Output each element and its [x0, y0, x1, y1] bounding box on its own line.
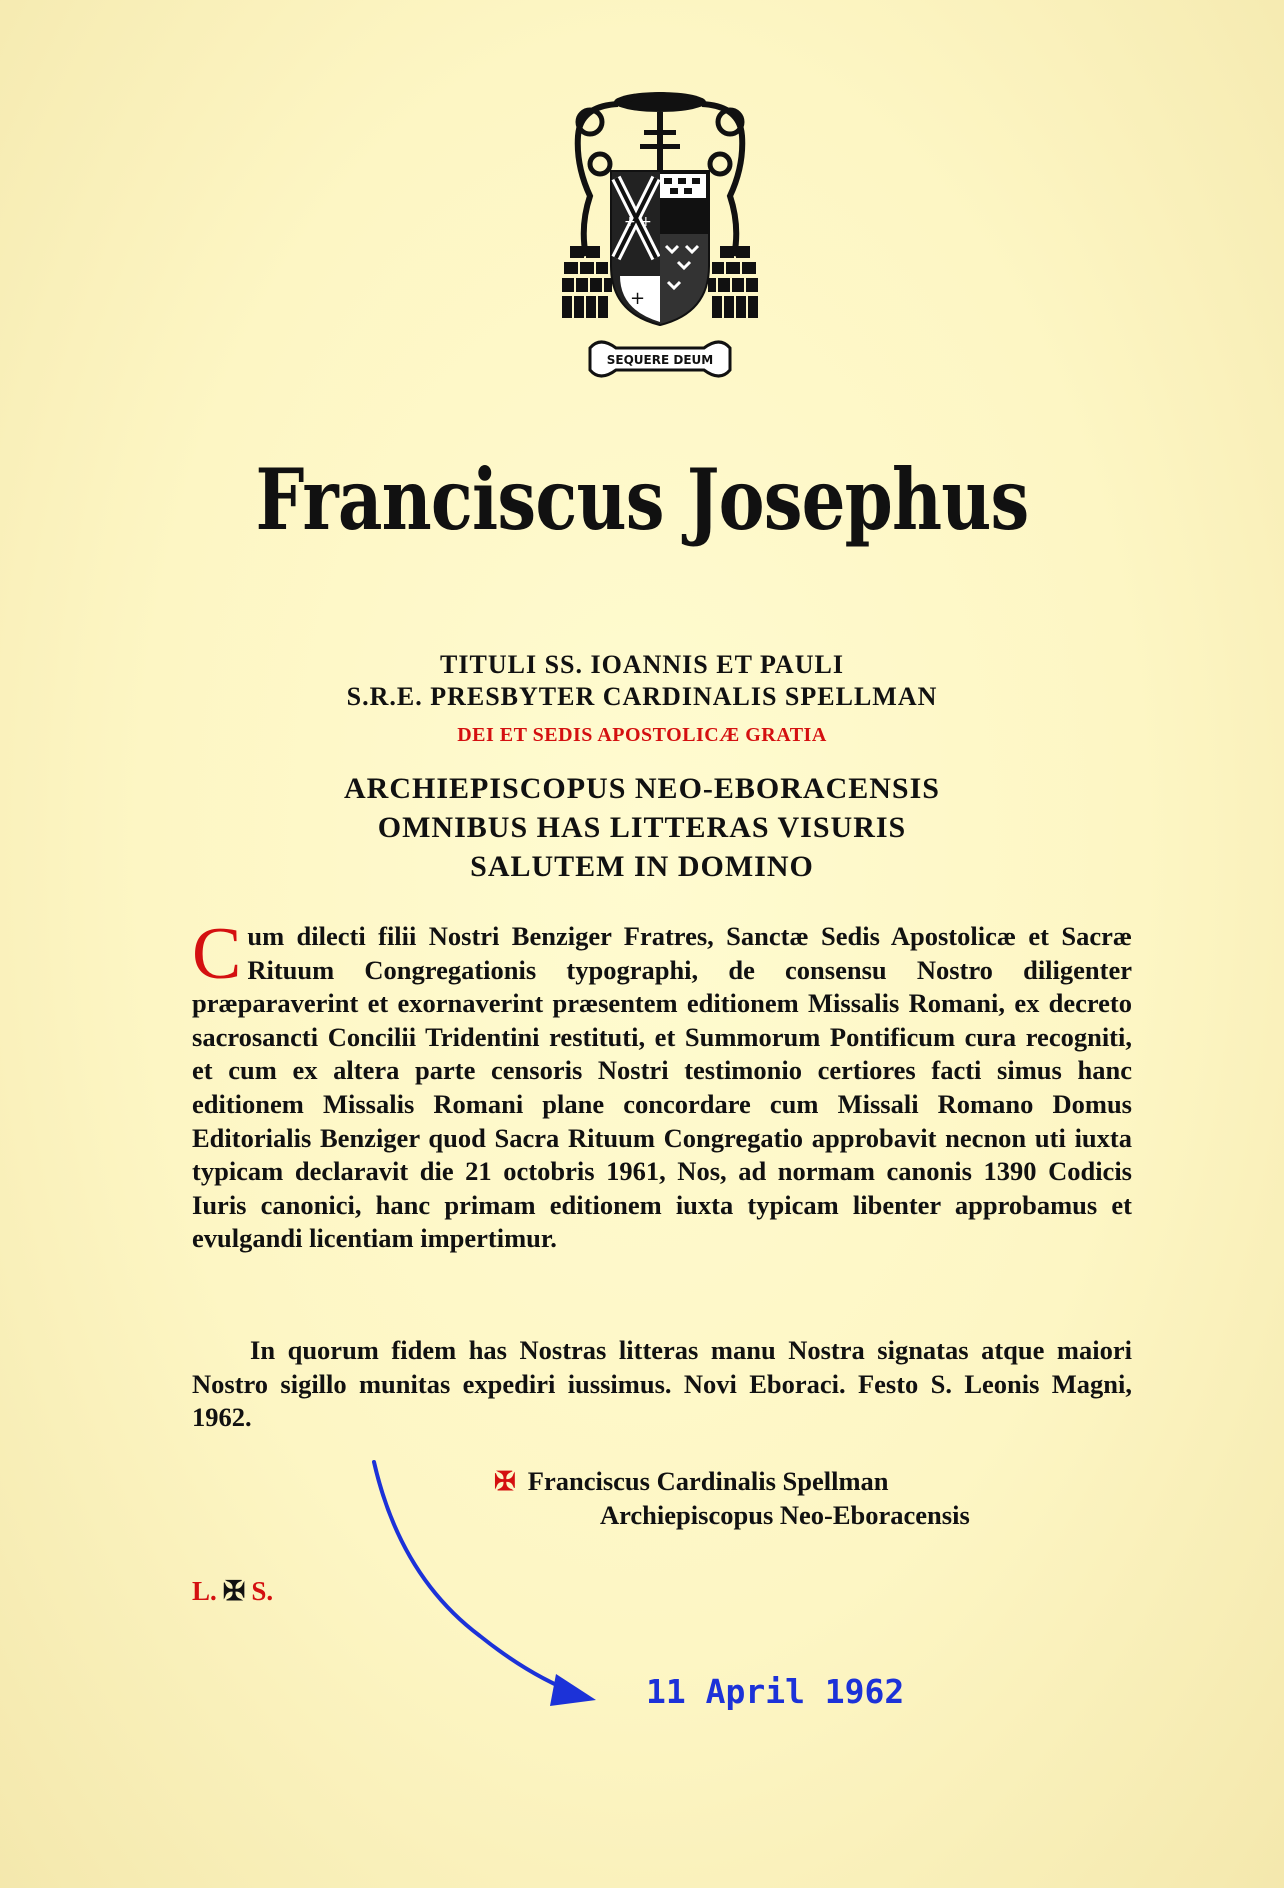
seal-cross-icon: ✠ [222, 1576, 246, 1606]
cross-icon: ✠ [494, 1467, 516, 1496]
drop-cap: C [192, 913, 242, 995]
svg-text:+: + [624, 214, 636, 230]
header-line-2: S.R.E. PRESBYTER CARDINALIS SPELLMAN [346, 682, 938, 711]
signature-line-2: Archiepiscopus Neo-Eboracensis [600, 1500, 970, 1530]
header-line-red: DEI ET SEDIS APOSTOLICÆ GRATIA [457, 724, 827, 746]
page-title: Franciscus Josephus [255, 450, 1029, 549]
header-line-4: ARCHIEPISCOPUS NEO-EBORACENSIS [344, 772, 940, 805]
handwritten-date-note: 11 April 1962 [646, 1672, 905, 1711]
closing-paragraph: In quorum fidem has Nostras litteras manu Nostra signatas atque maiori Nostro sigillo munitas expediri iussimus. Novi Eboraci. Festo S. Leonis Magni, 1962. [192, 1335, 1132, 1433]
seal-right-letter: S. [251, 1576, 274, 1606]
locus-sigilli [192, 1576, 273, 1607]
svg-text:+: + [630, 288, 646, 309]
crest-motto: SEQUERE DEUM [606, 353, 714, 367]
svg-text:+: + [640, 214, 652, 230]
header-line-6: SALUTEM IN DOMINO [470, 850, 814, 883]
signature-name: Franciscus Cardinalis Spellman [527, 1466, 889, 1496]
header-line-5: OMNIBUS HAS LITTERAS VISURIS [377, 811, 907, 844]
annotation-arrow-icon [360, 1456, 630, 1716]
header-line-1: TITULI SS. IOANNIS ET PAULI [440, 650, 844, 679]
body-paragraph [192, 913, 1132, 1256]
body-text: um dilecti filii Nostri Benziger Fratres, Sanctæ Sedis Apostolicæ et Sacræ Rituum Congregationis typographi, de consensu Nostro diligenter præparaverint et exornaverint præsentem editionem Missalis Romani, ex decreto sacrosancti Concilii Tridentini restituti, et Summorum Pontificum cura recogniti, et cum ex altera parte censoris Nostri testimonio certiores facti simus hanc editionem Missalis Romani plane concordare cum Missali Romano Domus Editorialis Benziger quod Sacra Rituum Congregatio approbavit necnon uti iuxta typicam declaravit die 21 octobris 1961, Nos, ad normam canonis 1390 Codicis Iuris canonici, hanc primam editionem iuxta typicam libenter approbamus et evulgandi licentiam impertimur. [192, 921, 1132, 1254]
seal-left-letter: L. [192, 1576, 217, 1606]
coat-of-arms-icon [560, 86, 760, 392]
